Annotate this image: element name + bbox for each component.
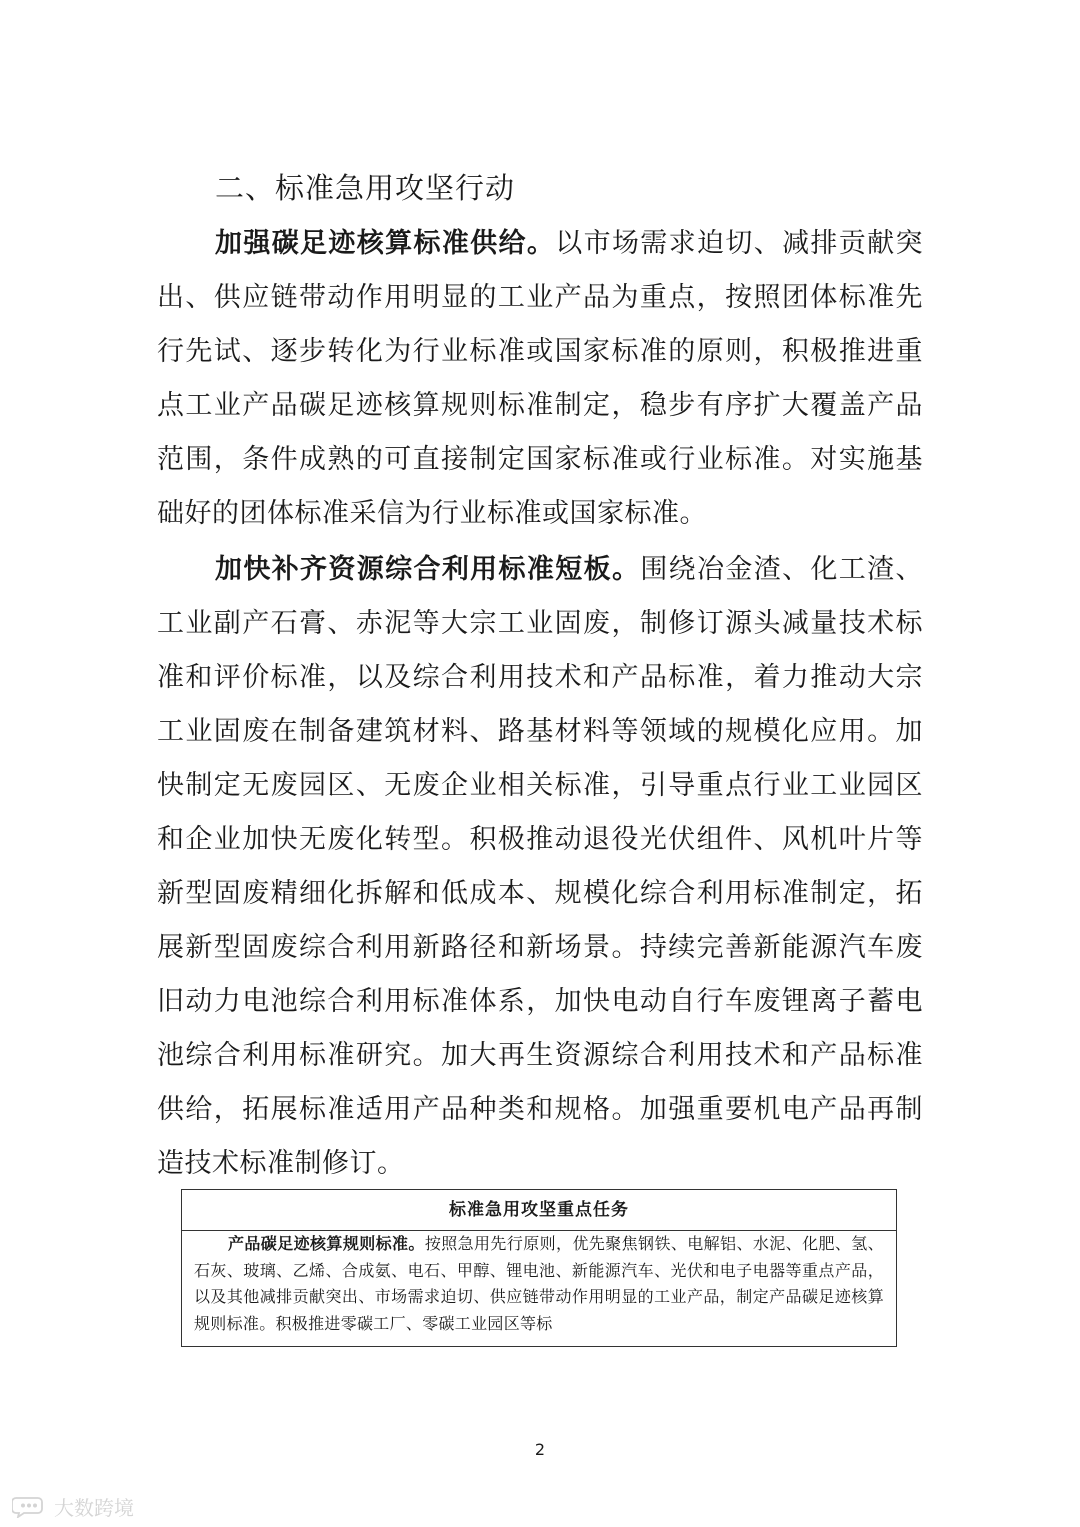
key-tasks-lead: 产品碳足迹核算规则标准。 — [228, 1234, 425, 1253]
key-tasks-body — [182, 1231, 896, 1337]
key-tasks-title: 标准急用攻坚重点任务 — [182, 1190, 896, 1231]
paragraph-resource-utilization — [157, 543, 923, 1191]
page-number: 2 — [534, 1440, 546, 1459]
key-tasks-box — [181, 1189, 897, 1347]
paragraph-body: 围绕冶金渣、化工渣、工业副产石膏、赤泥等大宗工业固废，制修订源头减量技术标准和评价标准，以及综合利用技术和产品标准，着力推动大宗工业固废在制备建筑材料、路基材料等领域的规模化应用。加快制定无废园区、无废企业相关标准，引导重点行业工业园区和企业加快无废化转型。积极推动退役光伏组件、风机叶片等新型固废精细化拆解和低成本、规模化综合利用标准制定，拓展新型固废综合利用新路径和新场景。持续完善新能源汽车废旧动力电池综合利用标准体系，加快电动自行车废锂离子蓄电池综合利用标准研究。加大再生资源综合利用技术和产品标准供给，拓展标准适用产品种类和规格。加强重要机电产品再制造技术标准制修订。 — [157, 554, 923, 1179]
paragraph-carbon-footprint — [157, 217, 923, 541]
watermark — [12, 1492, 134, 1520]
chat-bubble-logo-icon — [12, 1494, 50, 1518]
paragraph-lead: 加快补齐资源综合利用标准短板。 — [215, 554, 641, 585]
paragraph-lead: 加强碳足迹核算标准供给。 — [215, 228, 556, 259]
watermark-text: 大数跨境 — [54, 1495, 134, 1520]
section-heading: 二、标准急用攻坚行动 — [215, 171, 516, 205]
paragraph-body: 以市场需求迫切、减排贡献突出、供应链带动作用明显的工业产品为重点，按照团体标准先行先试、逐步转化为行业标准或国家标准的原则，积极推进重点工业产品碳足迹核算规则标准制定，稳步有序扩大覆盖产品范围，条件成熟的可直接制定国家标准或行业标准。对实施基础好的团体标准采信为行业标准或国家标准。 — [157, 228, 923, 529]
key-tasks-text: 按照急用先行原则，优先聚焦钢铁、电解铝、水泥、化肥、氢、石灰、玻璃、乙烯、合成氨、电石、甲醇、锂电池、新能源汽车、光伏和电子电器等重点产品，以及其他减排贡献突出、市场需求迫切、供应链带动作用明显的工业产品，制定产品碳足迹核算规则标准。积极推进零碳工厂、零碳工业园区等标 — [194, 1234, 884, 1333]
